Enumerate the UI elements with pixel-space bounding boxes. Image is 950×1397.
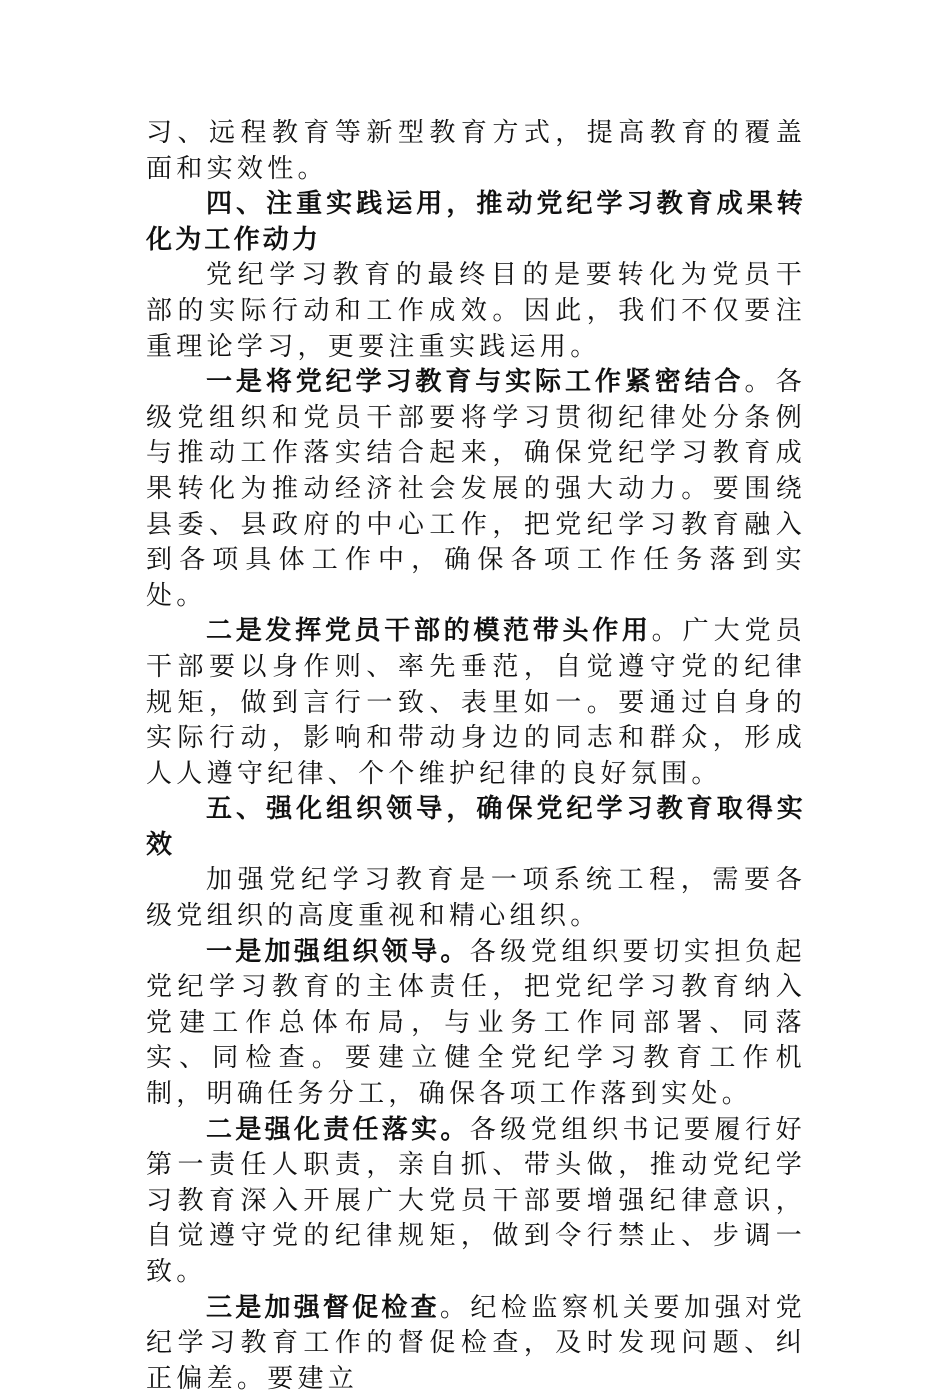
- point-body: 。广大党员干部要以身作则、率先垂范，自觉遵守党的纪律规矩，做到言行一致、表里如一。要通过自身的实际行动，影响和带动身边的同志和群众，形成人人遵守纪律、个个维护纪律的良好氛围。: [146, 616, 806, 789]
- section-heading-5: 五、强化组织领导，确保党纪学习教育取得实效: [146, 794, 806, 860]
- paragraph-intro-5: 加强党纪学习教育是一项系统工程，需要各级党组织的高度重视和精心组织。: [146, 865, 806, 932]
- paragraph-intro-4: 党纪学习教育的最终目的是要转化为党员干部的实际行动和工作成效。因此，我们不仅要注重理论学习，更要注重实践运用。: [146, 260, 806, 362]
- paragraph-point-5-1: [146, 935, 806, 1113]
- point-lead: 三是加强督促检查: [206, 1292, 440, 1323]
- point-body: 。纪检监察机关要加强对党纪学习教育工作的督促检查，及时发现问题、纠正偏差。要建立: [146, 1292, 806, 1394]
- paragraph-point-5-2: [146, 1113, 806, 1291]
- paragraph-point-4-1: [146, 365, 806, 614]
- point-lead: 二是发挥党员干部的模范带头作用: [206, 616, 652, 647]
- section-heading-4: 四、注重实践运用，推动党纪学习教育成果转化为工作动力: [146, 189, 806, 255]
- point-body: 各级党组织书记要履行好第一责任人职责，亲自抓、带头做，推动党纪学习教育深入开展广大党员干部要增强纪律意识，自觉遵守党的纪律规矩，做到令行禁止、步调一致。: [146, 1114, 806, 1287]
- paragraph-continuation: 习、远程教育等新型教育方式，提高教育的覆盖面和实效性。: [146, 118, 806, 184]
- paragraph-point-4-2: [146, 614, 806, 792]
- point-body: 各级党组织要切实担负起党纪学习教育的主体责任，把党纪学习教育纳入党建工作总体布局，与业务工作同部署、同落实、同检查。要建立健全党纪学习教育工作机制，明确任务分工，确保各项工作落到实处。: [146, 936, 806, 1110]
- point-lead: 一是加强组织领导。: [206, 936, 470, 967]
- point-body: 。各级党组织和党员干部要将学习贯彻纪律处分条例与推动工作落实结合起来，确保党纪学习教育成果转化为推动经济社会发展的强大动力。要围绕县委、县政府的中心工作，把党纪学习教育融入到各项具体工作中，确保各项工作任务落到实处。: [146, 367, 806, 611]
- point-lead: 一是将党纪学习教育与实际工作紧密结合: [206, 367, 745, 398]
- point-lead: 二是强化责任落实。: [206, 1114, 470, 1145]
- document-page: [146, 116, 806, 1397]
